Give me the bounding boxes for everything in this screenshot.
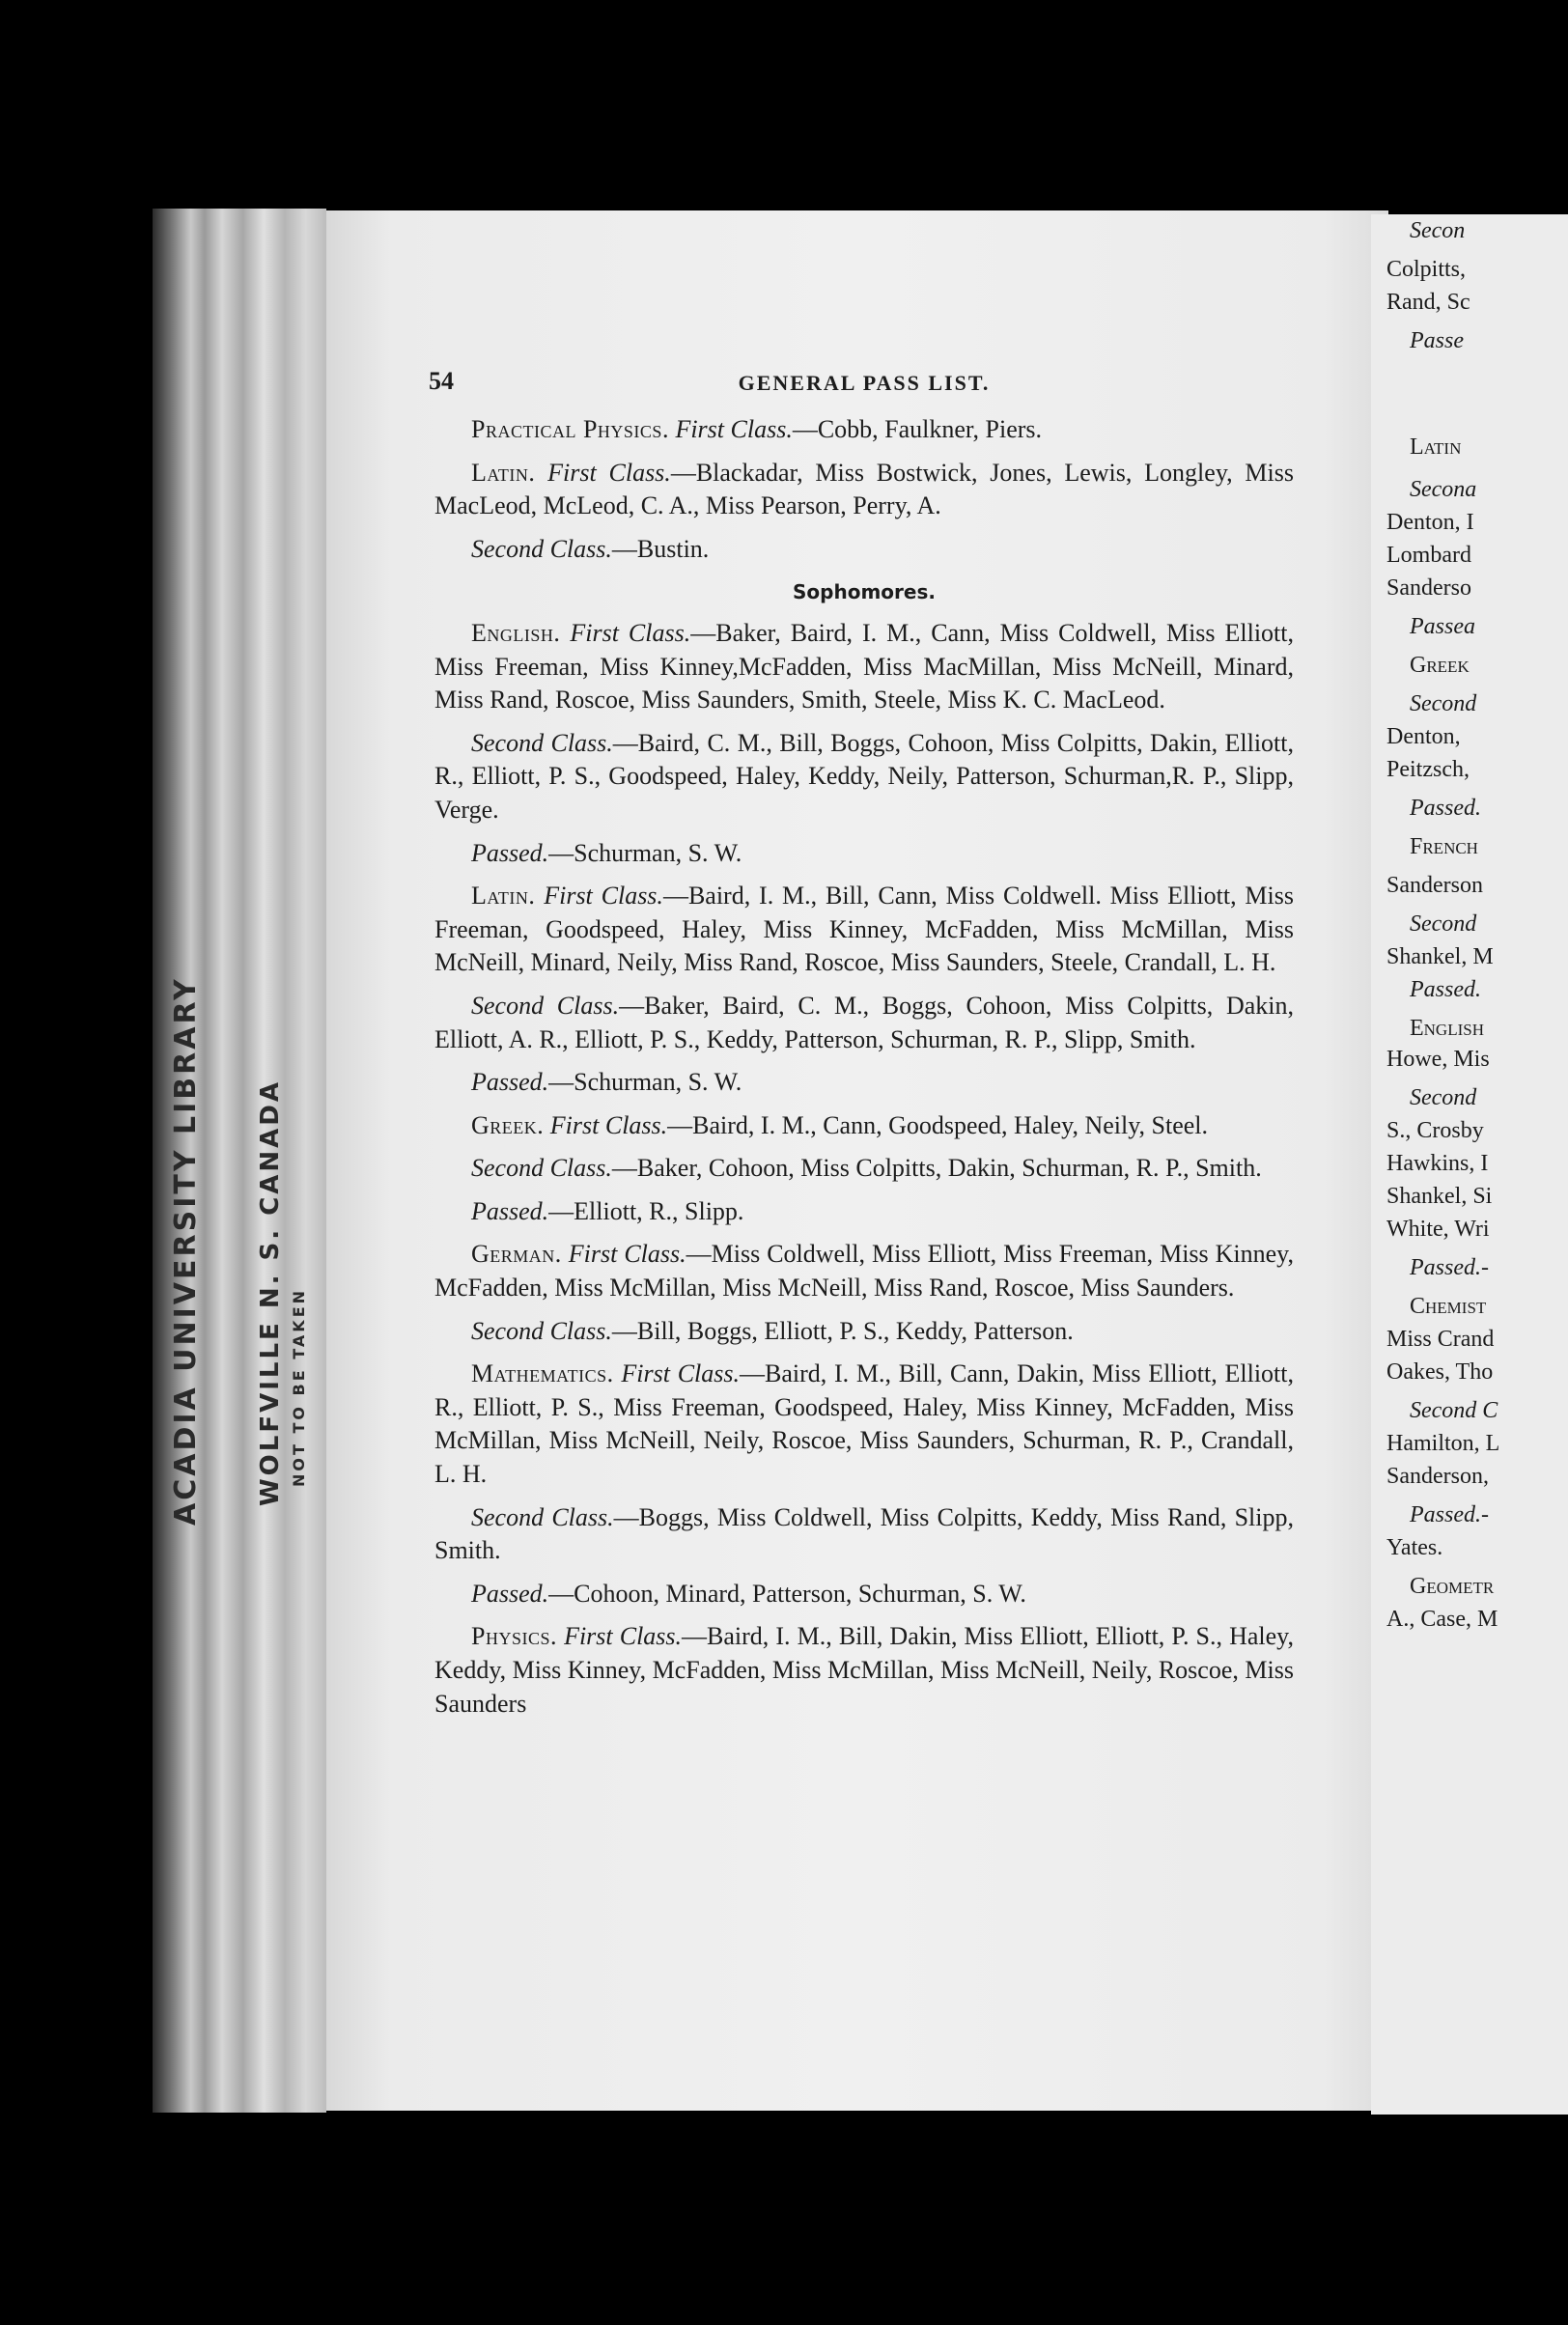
pass-entry: Second Class.—Baird, C. M., Bill, Boggs, Cohoon, Miss Colpitts, Dakin, Elliott, R., Elliott, P. S., Goodspeed, Haley, Keddy, Neily, Patterson, Schurman,R. P., Slipp, Verge. [434,728,1294,824]
right-page-line: Rand, Sc [1386,290,1470,315]
right-page-fragment [1371,214,1568,2115]
right-page-line: Shankel, M [1386,944,1494,969]
right-page-line: Second C [1410,1398,1498,1423]
right-page-line: Sanderson, [1386,1464,1489,1489]
right-page-line: Passe [1410,328,1464,353]
pass-entry: English. First Class.—Baker, Baird, I. M., Cann, Miss Coldwell, Miss Elliott, Miss Freeman, Miss Kinney,McFadden, Miss MacMillan, Miss McNeill, Minard, Miss Rand, Roscoe, Miss Saunders, Smith, Steele, Miss K. C. MacLeod. [434,618,1295,714]
running-head: GENERAL PASS LIST. [738,371,991,395]
pass-entry: Passed.—Schurman, S. W. [471,1068,742,1097]
section-heading: Sophomores. [793,580,936,604]
right-page-line: Passed. [1410,796,1481,821]
pass-entry: Physics. First Class.—Baird, I. M., Bill, Dakin, Miss Elliott, Elliott, P. S., Haley, Keddy, Miss Kinney, McFadden, Miss McMillan, Miss McNeill, Neily, Roscoe, Miss Saunders [434,1622,1294,1718]
right-page-line: A., Case, M [1386,1607,1498,1632]
right-page-line: Colpitts, [1386,257,1467,282]
right-page-line: Second [1410,1085,1477,1110]
right-page-line: Secona [1410,477,1477,502]
right-page-line: Howe, Mis [1386,1047,1490,1072]
pass-entry: Passed.—Elliott, R., Slipp. [471,1196,744,1225]
right-page-line: Geometr [1410,1574,1495,1599]
right-page-line: Passed.- [1410,1502,1489,1527]
pass-entry: Mathematics. First Class.—Baird, I. M., Bill, Cann, Dakin, Miss Elliott, Elliott, R., Elliott, P. S., Miss Freeman, Goodspeed, Haley, Miss Kinney, McFadden, Miss McMillan, Miss McNeill, Neily, Roscoe, Miss Saunders, Schurman, R. P., Crandall, L. H. [434,1359,1294,1489]
right-page-line: Shankel, Si [1386,1184,1493,1209]
pass-entry: Latin. First Class.—Baird, I. M., Bill, Cann, Miss Coldwell. Miss Elliott, Miss Freeman, Goodspeed, Haley, Miss Kinney, McFadden, Miss McMillan, Miss McNeill, Minard, Neily, Miss Rand, Roscoe, Miss Saunders, Steele, Crandall, L. H. [434,882,1295,977]
right-page-line: S., Crosby [1386,1118,1484,1143]
right-page-line: Chemist [1410,1294,1487,1319]
pass-entry: Greek. First Class.—Baird, I. M., Cann, Goodspeed, Haley, Neily, Steel. [471,1110,1209,1139]
pass-entry: Second Class.—Bustin. [471,534,710,563]
spine-label-notice: NOT TO BE TAKEN [290,1287,308,1487]
pass-entry: Passed.—Cohoon, Minard, Patterson, Schurman, S. W. [471,1579,1026,1608]
right-page-line: Greek [1410,653,1470,678]
right-page-line: Miss Crand [1386,1327,1495,1352]
spine-label-library: ACADIA UNIVERSITY LIBRARY [169,976,203,1526]
right-page-line: Sanderson [1386,873,1483,898]
right-page-line: Denton, I [1386,510,1474,535]
right-page-line: Denton, [1386,724,1461,749]
right-page-line: Passed. [1410,977,1481,1002]
right-page-line: French [1410,834,1478,859]
pass-entry: German. First Class.—Miss Coldwell, Miss Elliott, Miss Freeman, Miss Kinney, McFadden, Miss McMillan, Miss McNeill, Miss Rand, Roscoe, Miss Saunders. [434,1240,1294,1303]
left-page [326,210,1388,2111]
right-page-line: Passea [1410,614,1475,639]
page-number: 54 [429,367,454,395]
right-page-line: Secon [1410,218,1466,243]
right-page-line: Oakes, Tho [1386,1359,1494,1385]
pass-entry: Latin. First Class.—Blackadar, Miss Bostwick, Jones, Lewis, Longley, Miss MacLeod, McLeod, C. A., Miss Pearson, Perry, A. [434,458,1294,520]
pass-entry: Second Class.—Boggs, Miss Coldwell, Miss Colpitts, Keddy, Miss Rand, Slipp, Smith. [434,1502,1294,1565]
right-page-line: Hamilton, L [1386,1431,1500,1456]
page-header [429,365,1294,406]
pass-entry: Second Class.—Baker, Cohoon, Miss Colpitts, Dakin, Schurman, R. P., Smith. [471,1154,1262,1183]
right-page-line: English [1410,1016,1484,1041]
right-page-line: Peitzsch, [1386,757,1470,782]
right-page-line: Sanderso [1386,575,1471,601]
right-page-line: Yates. [1386,1535,1443,1560]
right-page-line: Second [1410,691,1477,716]
right-page-line: Latin [1410,434,1462,460]
right-page-line: Lombard [1386,543,1471,568]
pass-entry: Second Class.—Baker, Baird, C. M., Boggs, Cohoon, Miss Colpitts, Dakin, Elliott, A. R., Elliott, P. S., Keddy, Patterson, Schurman, R. P., Slipp, Smith. [434,991,1294,1053]
spine-label-location: WOLFVILLE N. S. CANADA [256,1079,285,1506]
right-page-line: Second [1410,911,1477,937]
page-content [429,365,1295,1721]
pass-entry: Second Class.—Bill, Boggs, Elliott, P. S., Keddy, Patterson. [471,1316,1074,1345]
right-page-line: Passed.- [1410,1255,1489,1280]
pass-entry: Passed.—Schurman, S. W. [471,838,742,867]
right-page-line: Hawkins, I [1386,1151,1489,1176]
pass-entry: Practical Physics. First Class.—Cobb, Faulkner, Piers. [471,415,1043,443]
right-page-line: White, Wri [1386,1217,1490,1242]
